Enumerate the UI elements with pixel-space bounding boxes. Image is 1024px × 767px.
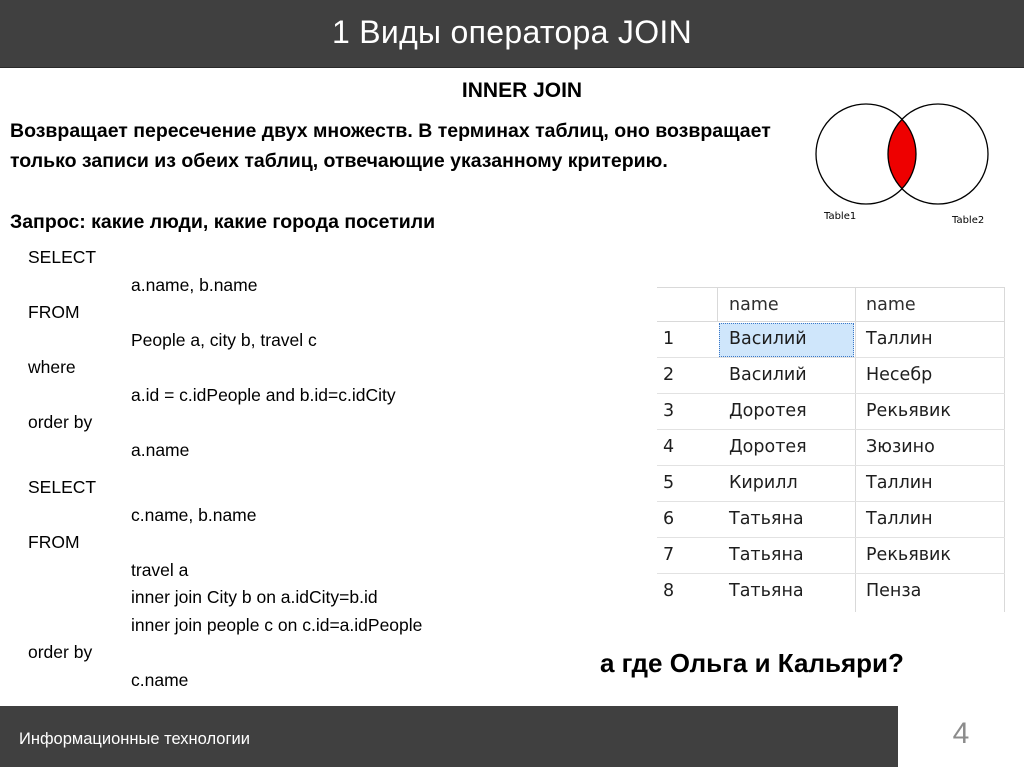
venn-label-right: Table2 — [952, 215, 985, 226]
table-row[interactable] — [657, 322, 1005, 358]
city-name-cell[interactable]: Таллин — [866, 329, 933, 349]
query-label: Запрос: какие люди, какие города посетили — [10, 211, 436, 233]
table-row[interactable] — [657, 430, 1005, 466]
table-row[interactable] — [657, 358, 1005, 394]
person-name-cell[interactable]: Татьяна — [729, 545, 804, 565]
title-bar — [0, 0, 1024, 68]
code-line: People a, city b, travel c — [131, 330, 317, 350]
code-line: a.id = c.idPeople and b.id=c.idCity — [131, 385, 396, 405]
question-text: а где Ольга и Кальяри? — [600, 648, 904, 678]
code-line: travel a — [131, 560, 189, 580]
person-name-cell[interactable]: Василий — [729, 365, 807, 385]
row-number: 5 — [663, 473, 675, 493]
city-name-cell[interactable]: Рекьявик — [866, 545, 951, 565]
person-name-cell[interactable]: Татьяна — [729, 509, 804, 529]
person-name-cell[interactable]: Доротея — [729, 437, 807, 457]
row-number: 4 — [663, 437, 675, 457]
row-number: 2 — [663, 365, 675, 385]
row-number: 8 — [663, 581, 675, 601]
slide-subtitle: INNER JOIN — [461, 79, 583, 102]
city-name-cell[interactable]: Таллин — [866, 509, 933, 529]
code-line: c.name — [131, 670, 189, 690]
code-line: where — [28, 357, 76, 377]
row-number: 3 — [663, 401, 675, 421]
column-header-name[interactable]: name — [866, 295, 916, 315]
code-line: inner join people c on c.id=a.idPeople — [131, 615, 423, 635]
venn-label-left: Table1 — [824, 211, 857, 222]
page-number: 4 — [898, 706, 1024, 767]
code-line: c.name, b.name — [131, 505, 257, 525]
row-number: 6 — [663, 509, 675, 529]
person-name-cell[interactable]: Доротея — [729, 401, 807, 421]
person-name-cell[interactable]: Василий — [729, 329, 807, 349]
slide-title: 1 Виды оператора JOIN — [331, 14, 693, 50]
table-row[interactable] — [657, 394, 1005, 430]
column-header-name[interactable]: name — [729, 295, 779, 315]
city-name-cell[interactable]: Пенза — [866, 581, 922, 601]
grid-header — [657, 287, 1005, 322]
city-name-cell[interactable]: Несебр — [866, 365, 933, 385]
code-line: a.name, b.name — [131, 275, 258, 295]
code-line: order by — [28, 412, 93, 432]
code-line: inner join City b on a.idCity=b.id — [131, 587, 378, 607]
footer-text: Информационные технологии — [19, 730, 250, 748]
code-line: FROM — [28, 302, 80, 322]
city-name-cell[interactable]: Таллин — [866, 473, 933, 493]
person-name-cell[interactable]: Кирилл — [729, 473, 798, 493]
person-name-cell[interactable]: Татьяна — [729, 581, 804, 601]
footer-bar — [0, 706, 898, 767]
row-number: 1 — [663, 329, 675, 349]
table-row[interactable] — [657, 466, 1005, 502]
code-line: SELECT — [28, 477, 97, 497]
code-line: FROM — [28, 532, 80, 552]
city-name-cell[interactable]: Рекьявик — [866, 401, 951, 421]
table-row[interactable] — [657, 502, 1005, 538]
code-line: order by — [28, 642, 93, 662]
description-text: Возвращает пересечение двух множеств. В терминах таблиц, оно возвращает только записи из обеих таблиц, отвечающие указанному критерию. — [10, 120, 771, 172]
table-row[interactable] — [657, 538, 1005, 574]
table-row[interactable] — [657, 574, 1005, 610]
venn-diagram — [810, 92, 1010, 232]
row-number: 7 — [663, 545, 675, 565]
code-line: a.name — [131, 440, 190, 460]
city-name-cell[interactable]: Зюзино — [866, 437, 935, 457]
code-line: SELECT — [28, 247, 97, 267]
result-grid — [657, 287, 1007, 612]
